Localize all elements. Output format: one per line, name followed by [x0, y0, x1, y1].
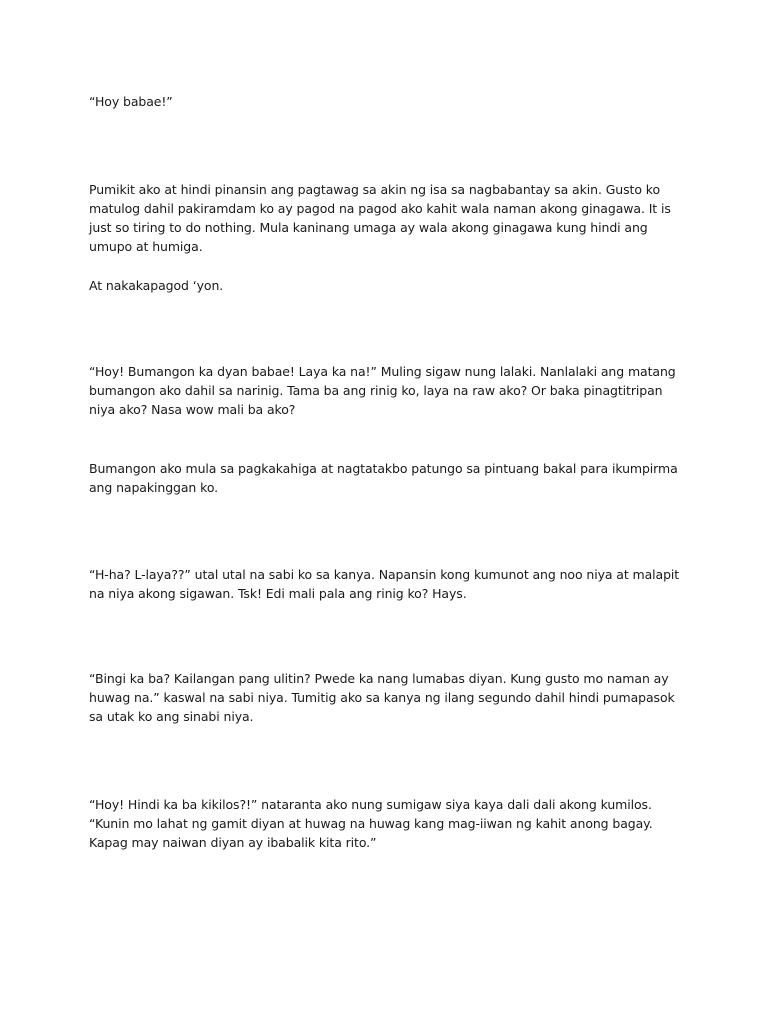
- paragraph-8: “Hoy! Hindi ka ba kikilos?!” nataranta ako nung sumigaw siya kaya dali dali akong kumilos. “Kunin mo lahat ng gamit diyan at huwag na huwag kang mag-iiwan ng kahit anong bagay. Kapag may naiwan diyan ay ibabalik kita rito.”: [89, 797, 653, 850]
- paragraph-3: At nakakapagod ‘yon.: [89, 278, 224, 293]
- paragraph-4: “Hoy! Bumangon ka dyan babae! Laya ka na!” Muling sigaw nung lalaki. Nanlalaki ang matang bumangon ako dahil sa narinig. Tama ba ang rinig ko, laya na raw ako? Or baka pinagtitripan niya ako? Nasa wow mali ba ako?: [89, 364, 676, 417]
- paragraph-7: “Bingi ka ba? Kailangan pang ulitin? Pwede ka nang lumabas diyan. Kung gusto mo naman ay huwag na.” kaswal na sabi niya. Tumitig ako sa kanya ng ilang segundo dahil hindi pumapasok sa utak ko ang sinabi niya.: [89, 671, 675, 724]
- paragraph-6: “H-ha? L-laya??” utal utal na sabi ko sa kanya. Napansin kong kumunot ang noo niya at malapit na niya akong sigawan. Tsk! Edi mali pala ang rinig ko? Hays.: [89, 567, 680, 601]
- paragraph-1: “Hoy babae!”: [89, 94, 173, 109]
- paragraph-5: Bumangon ako mula sa pagkakahiga at nagtatakbo patungo sa pintuang bakal para ikumpirma ang napakinggan ko.: [89, 461, 678, 495]
- paragraph-2: Pumikit ako at hindi pinansin ang pagtawag sa akin ng isa sa nagbabantay sa akin. Gusto ko matulog dahil pakiramdam ko ay pagod na pagod ako kahit wala naman akong ginagawa. It is just so tiring to do nothing. Mula kaninang umaga ay wala akong ginagawa kung hindi ang umupo at humiga.: [89, 182, 671, 254]
